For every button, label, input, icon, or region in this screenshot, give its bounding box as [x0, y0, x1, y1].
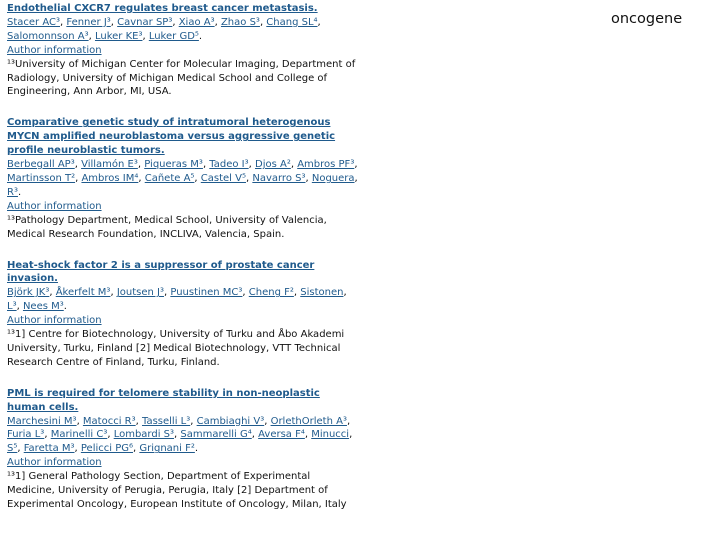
author-link[interactable]: Chang SL⁴ [266, 16, 318, 28]
author-link[interactable]: Navarro S³ [252, 172, 306, 184]
article-entry [7, 116, 357, 241]
author-line: Martinsson T², Ambros IM⁴, Cañete A⁵, Castel V⁵, Navarro S³, Noguera, [7, 172, 358, 184]
author-link[interactable]: Lombardi S³ [113, 429, 175, 441]
author-link[interactable]: Nees M³ [22, 301, 64, 313]
keyword-label: oncogene [611, 11, 683, 27]
author-link[interactable]: Cheng F² [248, 287, 294, 299]
author-link[interactable]: Castel V⁵ [200, 172, 246, 184]
author-link[interactable]: S⁵ [7, 443, 18, 455]
author-information-link[interactable]: Author information [7, 200, 102, 212]
author-link[interactable]: Ambros IM⁴ [81, 172, 139, 184]
author-link[interactable]: Pelicci PG⁶ [80, 443, 133, 455]
author-link[interactable]: Aversa F⁴ [258, 429, 305, 441]
author-link[interactable]: Tadeo I³ [209, 159, 249, 171]
article-title-link[interactable]: PML is required for telomere stability in non-neoplastic human cells. [7, 387, 320, 413]
author-link[interactable]: Berbegall AP³ [7, 159, 75, 171]
affiliation-text: ¹³Pathology Department, Medical School, University of Valencia, Medical Research Foundation, INCLIVA, Valencia, Spain. [7, 214, 327, 240]
article-entry [7, 2, 357, 99]
author-link[interactable]: Minucci [311, 429, 350, 441]
author-link[interactable]: Sistonen [300, 287, 344, 299]
author-link[interactable]: OrlethOrleth A³ [270, 415, 347, 427]
author-link[interactable]: Faretta M³ [23, 443, 75, 455]
author-line: L³, Nees M³. [7, 301, 67, 313]
author-link[interactable]: Cambiaghi V³ [196, 415, 265, 427]
author-line: S⁵, Faretta M³, Pelicci PG⁶, Grignani F². [7, 443, 199, 455]
affiliation-text: ¹³University of Michigan Center for Molecular Imaging, Department of Radiology, University of Michigan Medical School and College of Engineering, Ann Arbor, MI, USA. [7, 58, 356, 98]
article-title-row [7, 2, 357, 16]
author-link[interactable]: Piqueras M³ [144, 159, 203, 171]
author-link[interactable]: Noguera [311, 172, 355, 184]
author-link[interactable]: L³ [7, 301, 17, 313]
author-link[interactable]: Stacer AC³ [7, 16, 60, 28]
author-line: Salomonnson A³, Luker KE³, Luker GD⁵. [7, 30, 203, 42]
author-info-row [7, 314, 357, 328]
author-information-link[interactable]: Author information [7, 44, 102, 56]
author-link[interactable]: Xiao A³ [178, 16, 215, 28]
author-link[interactable]: Zhao S³ [220, 16, 260, 28]
author-link[interactable]: Salomonnson A³ [7, 30, 89, 42]
article-entry [7, 259, 357, 370]
author-info-row [7, 44, 357, 58]
article-list [7, 2, 357, 512]
author-link[interactable]: Fenner J³ [66, 16, 111, 28]
author-link[interactable]: Martinsson T² [7, 172, 76, 184]
author-link[interactable]: Joutsen J³ [116, 287, 164, 299]
author-link[interactable]: Luker KE³ [94, 30, 143, 42]
author-link[interactable]: Marinelli C³ [50, 429, 108, 441]
article-title-link[interactable]: Heat-shock factor 2 is a suppressor of prostate cancer invasion. [7, 259, 315, 285]
author-link[interactable]: Marchesini M³ [7, 415, 77, 427]
author-link[interactable]: Furia L³ [7, 429, 45, 441]
author-link[interactable]: Matocci R³ [82, 415, 136, 427]
affiliation-text: ¹³1] General Pathology Section, Department of Experimental Medicine, University of Perugia, Perugia, Italy [2] Department of Experimental Oncology, European Institute of Oncology, Milan, Italy [7, 471, 347, 510]
article-title-link[interactable]: Endothelial CXCR7 regulates breast cancer metastasis. [7, 3, 318, 14]
author-information-link[interactable]: Author information [7, 315, 102, 327]
author-link[interactable]: Djos A² [255, 159, 291, 171]
author-link[interactable]: Puustinen MC³ [170, 287, 243, 299]
author-link[interactable]: Ambros PF³ [297, 159, 355, 171]
author-line: Stacer AC³, Fenner J³, Cavnar SP³, Xiao A³, Zhao S³, Chang SL⁴, [7, 16, 321, 28]
author-link[interactable]: Cañete A⁵ [144, 172, 195, 184]
author-line: Björk JK³, Åkerfelt M³, Joutsen J³, Puustinen MC³, Cheng F², Sistonen, [7, 287, 347, 299]
author-info-row [7, 456, 357, 470]
author-link[interactable]: Villamón E³ [81, 159, 138, 171]
author-link[interactable]: Björk JK³ [7, 287, 50, 299]
author-information-link[interactable]: Author information [7, 457, 102, 469]
author-info-row [7, 200, 357, 214]
author-link[interactable]: Luker GD⁵ [148, 30, 199, 42]
author-link[interactable]: Grignani F² [139, 443, 195, 455]
article-title-row [7, 259, 357, 287]
author-link[interactable]: Tasselli L³ [142, 415, 191, 427]
author-link[interactable]: Åkerfelt M³ [55, 287, 111, 299]
author-line: Furia L³, Marinelli C³, Lombardi S³, Sammarelli G⁴, Aversa F⁴, Minucci, [7, 429, 353, 441]
author-line: Marchesini M³, Matocci R³, Tasselli L³, Cambiaghi V³, OrlethOrleth A³, [7, 415, 351, 427]
article-title-row [7, 116, 357, 158]
article-entry [7, 387, 357, 512]
author-link[interactable]: Cavnar SP³ [117, 16, 173, 28]
author-link[interactable]: Sammarelli G⁴ [180, 429, 252, 441]
author-link[interactable]: R³ [7, 186, 18, 198]
affiliation-text: ¹³1] Centre for Biotechnology, University of Turku and Åbo Akademi University, Turku, Finland [2] Medical Biotechnology, VTT Technical Research Centre of Finland, Turku, Finland. [7, 329, 345, 368]
article-title-link[interactable]: Comparative genetic study of intratumoral heterogenous MYCN amplified neuroblastoma versus aggressive genetic profile neuroblastic tumors. [7, 117, 336, 157]
article-title-row [7, 387, 357, 415]
author-line: R³. [7, 186, 22, 198]
author-line: Berbegall AP³, Villamón E³, Piqueras M³, Tadeo I³, Djos A², Ambros PF³, [7, 159, 358, 171]
